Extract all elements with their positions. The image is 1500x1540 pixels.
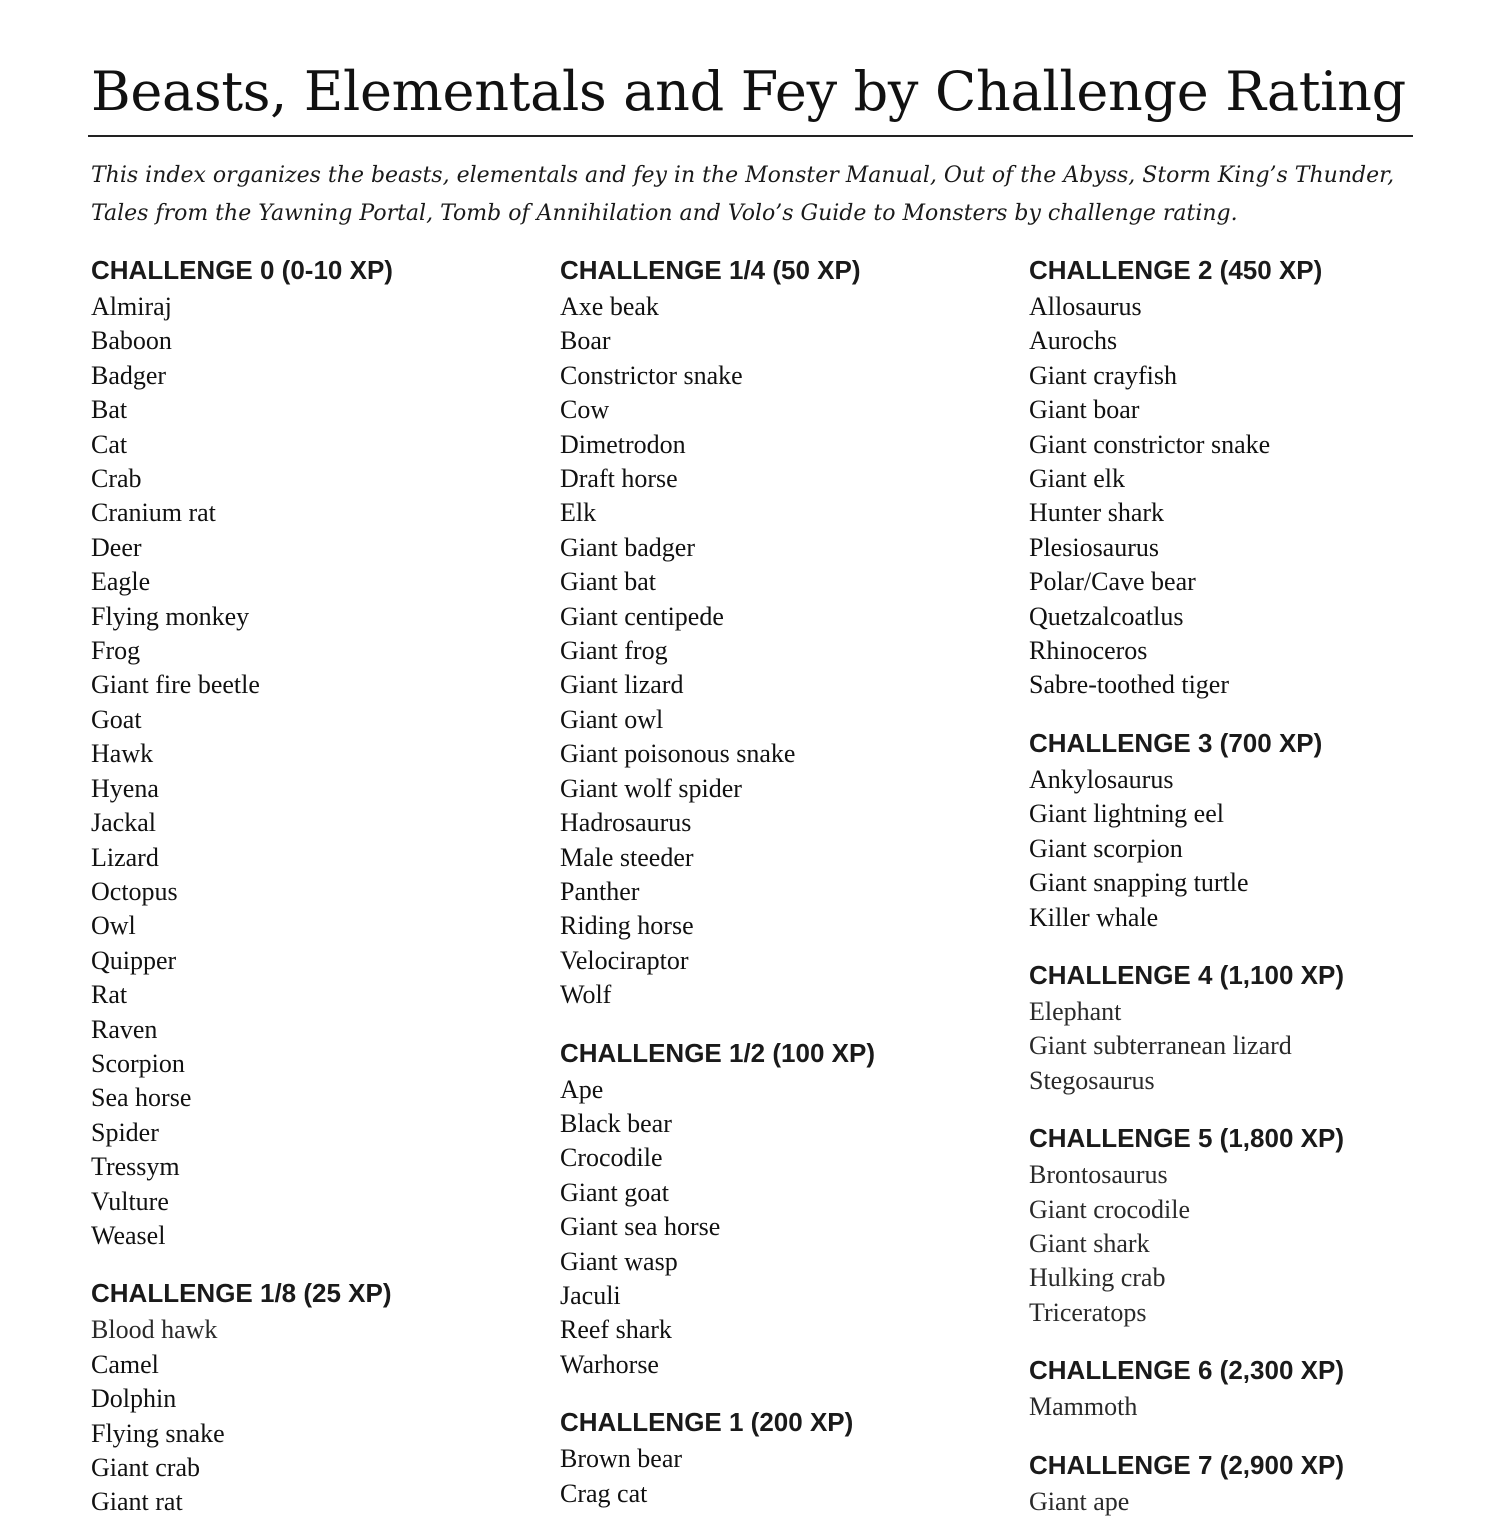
creature-item: Sabre-toothed tiger	[1029, 670, 1229, 700]
creature-item: Velociraptor	[560, 945, 689, 975]
creature-item: Sea horse	[91, 1083, 192, 1113]
challenge-heading: CHALLENGE 4 (1,100 XP)	[1029, 959, 1344, 990]
creature-item: Black bear	[560, 1108, 672, 1138]
creature-item: Baboon	[91, 326, 172, 356]
creature-item: Crab	[91, 464, 142, 494]
creature-item: Brontosaurus	[1029, 1160, 1168, 1190]
creature-item: Bat	[91, 395, 128, 425]
creature-item: Eagle	[91, 567, 151, 597]
creature-item: Elk	[560, 498, 597, 528]
creature-item: Mammoth	[1029, 1392, 1138, 1422]
creature-item: Flying snake	[91, 1418, 225, 1448]
creature-item: Giant wolf spider	[560, 773, 742, 803]
intro-paragraph: This index organizes the beasts, elementals and fey in the Monster Manual, Out of the Abyss, Storm King’s Thunder, Tales from the Yawning Portal, Tomb of Annihilation and Volo’s Guide to Monsters by challenge rating.	[91, 163, 1395, 226]
creature-item: Frog	[91, 636, 141, 666]
creature-item: Octopus	[91, 876, 178, 906]
challenge-heading: CHALLENGE 1/4 (50 XP)	[560, 255, 861, 285]
challenge-heading: CHALLENGE 7 (2,900 XP)	[1029, 1449, 1344, 1480]
challenge-heading: CHALLENGE 2 (450 XP)	[1029, 255, 1323, 285]
creature-item: Giant goat	[560, 1177, 670, 1207]
creature-item: Giant boar	[1029, 395, 1140, 425]
creature-item: Spider	[91, 1117, 159, 1147]
challenge-heading: CHALLENGE 1/8 (25 XP)	[91, 1278, 392, 1309]
creature-item: Giant poisonous snake	[560, 739, 796, 769]
page-title: Beasts, Elementals and Fey by Challenge Rating	[91, 60, 1406, 123]
creature-item: Giant rat	[91, 1487, 183, 1517]
challenge-section	[1029, 250, 1469, 703]
challenge-heading: CHALLENGE 6 (2,300 XP)	[1029, 1355, 1344, 1386]
creature-item: Giant ape	[1029, 1486, 1130, 1516]
creature-item: Quipper	[91, 945, 177, 975]
creature-item: Ape	[560, 1074, 604, 1104]
creature-item: Giant fire beetle	[91, 670, 260, 700]
creature-item: Giant owl	[560, 704, 664, 734]
creature-item: Aurochs	[1029, 326, 1118, 356]
creature-item: Lizard	[91, 842, 159, 872]
creature-item: Dolphin	[91, 1384, 177, 1414]
creature-item: Crocodile	[560, 1143, 663, 1173]
creature-list	[1029, 763, 1469, 935]
creature-item: Hawk	[91, 739, 154, 769]
challenge-section	[91, 250, 531, 1253]
title-rule	[88, 135, 1413, 137]
creature-item: Polar/Cave bear	[1029, 567, 1196, 597]
creature-item: Giant badger	[560, 532, 696, 562]
creature-item: Giant frog	[560, 636, 668, 666]
creature-item: Giant constrictor snake	[1029, 429, 1271, 459]
creature-list	[1029, 1158, 1469, 1330]
creature-item: Dimetrodon	[560, 429, 686, 459]
creature-item: Badger	[91, 360, 167, 390]
challenge-section	[1029, 1350, 1469, 1424]
creature-item: Quetzalcoatlus	[1029, 601, 1184, 631]
creature-item: Hyena	[91, 773, 159, 803]
creature-item: Vulture	[91, 1186, 169, 1216]
creature-item: Ankylosaurus	[1029, 764, 1174, 794]
creature-item: Giant crayfish	[1029, 360, 1178, 390]
creature-item: Boar	[560, 326, 611, 356]
challenge-heading: CHALLENGE 1 (200 XP)	[560, 1407, 854, 1438]
challenge-section	[1029, 1118, 1469, 1330]
creature-list	[1029, 290, 1469, 703]
creature-item: Plesiosaurus	[1029, 532, 1159, 562]
creature-item: Elephant	[1029, 996, 1122, 1026]
creature-item: Killer whale	[1029, 902, 1159, 932]
creature-item: Giant centipede	[560, 601, 724, 631]
creature-item: Allosaurus	[1029, 292, 1142, 321]
creature-item: Flying monkey	[91, 601, 250, 631]
creature-item: Camel	[91, 1349, 159, 1379]
creature-item: Weasel	[91, 1220, 166, 1250]
creature-item: Male steeder	[560, 842, 694, 872]
creature-item: Giant scorpion	[1029, 833, 1183, 863]
creature-item: Giant subterranean lizard	[1029, 1031, 1292, 1061]
creature-item: Warhorse	[560, 1349, 659, 1379]
creature-item: Giant bat	[560, 567, 657, 597]
creature-item: Axe beak	[560, 292, 659, 321]
creature-item: Tressym	[91, 1152, 180, 1182]
creature-item: Giant lightning eel	[1029, 799, 1224, 829]
challenge-section	[1029, 1445, 1469, 1519]
creature-item: Giant snapping turtle	[1029, 868, 1249, 898]
creature-item: Hulking crab	[1029, 1263, 1166, 1293]
challenge-heading: CHALLENGE 5 (1,800 XP)	[1029, 1123, 1344, 1154]
creature-item: Giant wasp	[560, 1246, 678, 1276]
challenge-section	[560, 1033, 1000, 1383]
creature-item: Hunter shark	[1029, 498, 1165, 528]
creature-item: Giant shark	[1029, 1228, 1150, 1258]
creature-item: Panther	[560, 876, 640, 906]
challenge-section	[560, 1402, 1000, 1511]
column-3	[1029, 250, 1469, 1539]
creature-item: Giant sea horse	[560, 1212, 721, 1242]
challenge-section	[91, 1273, 531, 1519]
creature-list	[560, 1442, 1000, 1511]
challenge-heading: CHALLENGE 1/2 (100 XP)	[560, 1037, 875, 1068]
challenge-section	[1029, 955, 1469, 1098]
creature-item: Crag cat	[560, 1478, 648, 1508]
creature-item: Blood hawk	[91, 1315, 218, 1345]
creature-item: Giant lizard	[560, 670, 684, 700]
creature-item: Jaculi	[560, 1280, 621, 1310]
creature-item: Giant crocodile	[1029, 1194, 1190, 1224]
creature-item: Owl	[91, 911, 136, 941]
creature-item: Brown bear	[560, 1444, 683, 1474]
challenge-section	[1029, 723, 1469, 935]
creature-item: Stegosaurus	[1029, 1065, 1155, 1095]
creature-item: Reef shark	[560, 1315, 672, 1345]
creature-list	[91, 1313, 531, 1519]
creature-list	[1029, 1485, 1469, 1519]
creature-item: Riding horse	[560, 911, 694, 941]
creature-item: Scorpion	[91, 1048, 185, 1078]
challenge-section	[560, 250, 1000, 1013]
creature-item: Rhinoceros	[1029, 636, 1148, 666]
creature-item: Jackal	[91, 808, 156, 838]
creature-list	[1029, 1390, 1469, 1424]
creature-list	[560, 290, 1000, 1013]
creature-item: Wolf	[560, 980, 612, 1010]
creature-item: Rat	[91, 980, 128, 1010]
creature-list	[91, 290, 531, 1253]
creature-item: Giant elk	[1029, 464, 1126, 494]
creature-list	[560, 1073, 1000, 1383]
creature-item: Constrictor snake	[560, 360, 743, 390]
creature-list	[1029, 995, 1469, 1098]
column-1	[91, 250, 531, 1540]
creature-item: Goat	[91, 704, 142, 734]
creature-item: Cranium rat	[91, 498, 216, 528]
creature-item: Cat	[91, 429, 128, 459]
column-2	[560, 250, 1000, 1531]
challenge-heading: CHALLENGE 0 (0-10 XP)	[91, 255, 393, 285]
creature-item: Hadrosaurus	[560, 808, 692, 838]
creature-item: Raven	[91, 1014, 158, 1044]
challenge-heading: CHALLENGE 3 (700 XP)	[1029, 727, 1323, 758]
creature-item: Giant crab	[91, 1453, 201, 1482]
creature-item: Draft horse	[560, 464, 678, 494]
creature-item: Deer	[91, 532, 142, 562]
creature-item: Cow	[560, 395, 610, 425]
creature-item: Triceratops	[1029, 1297, 1147, 1327]
creature-item: Almiraj	[91, 292, 172, 321]
